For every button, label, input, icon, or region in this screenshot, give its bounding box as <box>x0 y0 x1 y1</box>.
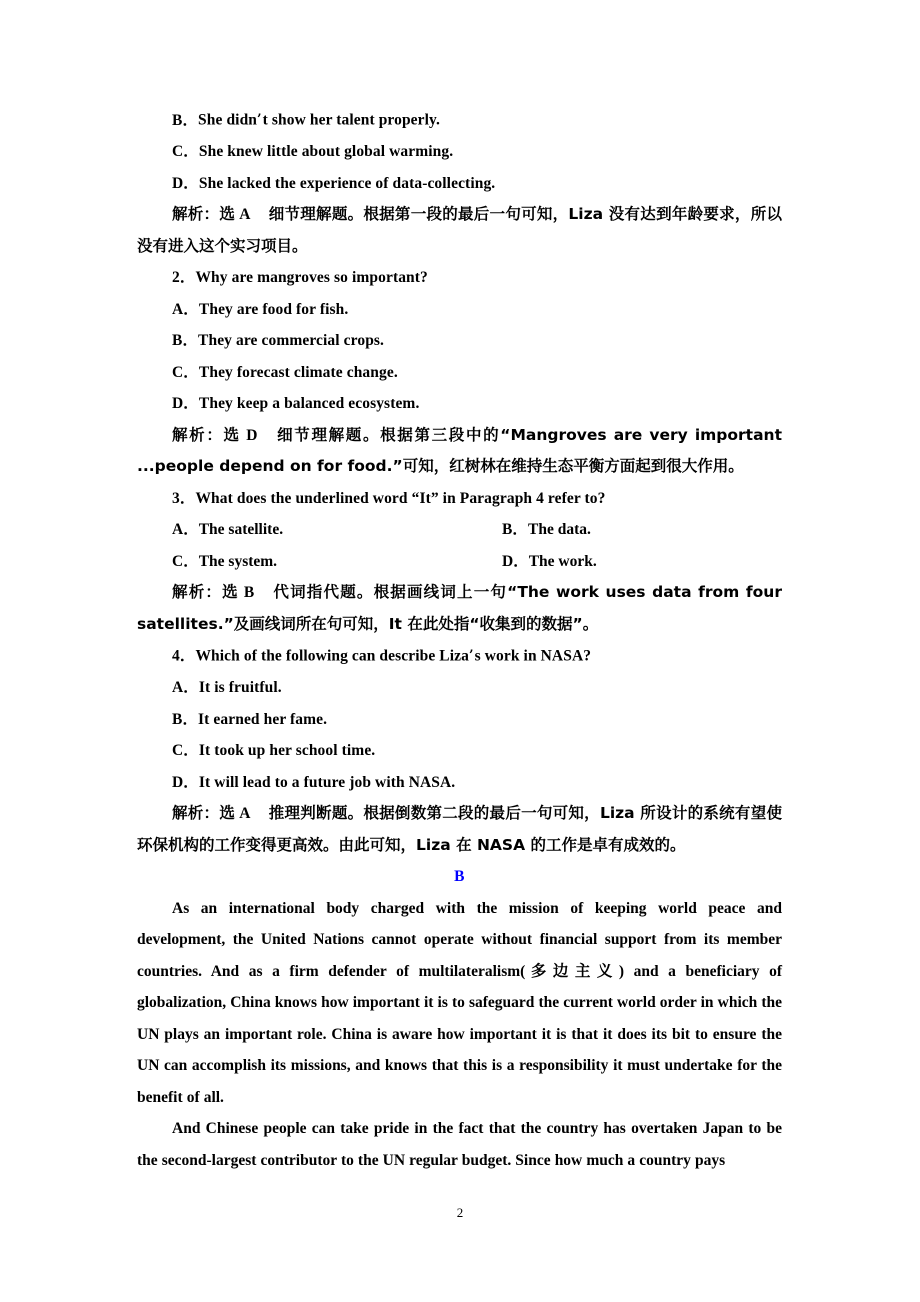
question-stem <box>137 640 782 672</box>
option-text: The system. <box>198 552 278 570</box>
option-row <box>137 357 782 389</box>
passage-gloss: 多边主义 <box>525 961 619 980</box>
explanation-choice: A <box>239 206 251 224</box>
passage-part1: As an international body charged with the mission of keeping world peace and development, the United Nations cannot operate without financial support from its member countries. And as a firm defender of multilateralism( <box>137 899 782 980</box>
explanation-choice: B <box>243 584 255 602</box>
explanation-block <box>137 420 782 483</box>
option-label: D． <box>172 174 199 192</box>
option-text-after: t show her talent properly. <box>262 111 441 129</box>
passage-part2: ) and a beneficiary of globalization, China knows how important it is to safeguard the current world order in which the UN plays an important role. China is aware how important it is that it does its bit to ensure the UN can accomplish its missions, and knows that this is a responsibility it must undertake for the benefit of all. <box>137 962 782 1106</box>
explanation-type: 推理判断题。 <box>268 804 364 823</box>
explanation-body: 根据画线词上一句“The work uses data from four satellites.”及画线词所在句可知，It 在此处指“收集到的数据”。 <box>137 583 782 633</box>
option-text: They forecast climate change. <box>198 363 398 381</box>
question-stem-text: 2．Why are mangroves so important? <box>172 269 428 287</box>
question-stem-text: 3．What does the underlined word “It” in Paragraph 4 refer to? <box>172 489 606 507</box>
option-right <box>502 514 591 546</box>
explanation-choice-label: 选 <box>223 425 241 444</box>
explanation-body: 根据第三段中的“Mangroves are very important ...people depend on for food.”可知，红树林在维持生态平衡方面起到很大作用。 <box>137 425 782 476</box>
question-stem <box>137 262 782 294</box>
option-label: C． <box>172 552 199 570</box>
passage-paragraph <box>137 1113 782 1176</box>
option-row <box>137 136 782 168</box>
option-label: A． <box>172 300 199 318</box>
option-label: C． <box>172 363 199 381</box>
option-text: The work. <box>528 552 597 570</box>
option-text: They are commercial crops. <box>198 332 385 350</box>
question-stem-after: s work in NASA? <box>474 647 592 665</box>
option-text: The satellite. <box>198 521 284 539</box>
explanation-prefix: 解析： <box>172 205 220 224</box>
option-row <box>137 388 782 420</box>
option-label: D． <box>172 395 199 413</box>
option-row <box>137 672 782 704</box>
explanation-prefix: 解析： <box>172 804 220 823</box>
option-label: B． <box>172 111 199 129</box>
option-left <box>172 514 283 546</box>
apostrophe-glyph: ’ <box>468 648 474 664</box>
option-label: D． <box>502 552 529 570</box>
page-number: 2 <box>456 1205 464 1220</box>
option-text: They keep a balanced ecosystem. <box>198 395 420 413</box>
explanation-body: 根据倒数第二段的最后一句可知，Liza 所设计的系统有望使环保机构的工作变得更高效。由此可知，Liza 在 NASA 的工作是卓有成效的。 <box>137 804 782 854</box>
explanation-block <box>137 798 782 861</box>
explanation-choice: D <box>246 426 258 444</box>
option-row <box>137 767 782 799</box>
explanation-block <box>137 199 782 262</box>
option-text: She knew little about global warming. <box>198 143 454 161</box>
text-column <box>137 104 782 1176</box>
option-label: A． <box>172 521 199 539</box>
option-row <box>137 514 782 546</box>
explanation-type: 细节理解题。 <box>268 205 364 224</box>
option-text: The data. <box>528 521 591 539</box>
explanation-block <box>137 577 782 640</box>
apostrophe-glyph: ’ <box>257 112 262 127</box>
option-label: A． <box>172 679 199 697</box>
explanation-prefix: 解析： <box>172 425 224 444</box>
option-row <box>137 704 782 736</box>
explanation-choice-label: 选 <box>219 804 236 823</box>
option-row <box>137 546 782 578</box>
option-text: They are food for fish. <box>198 300 349 318</box>
section-letter: B <box>454 868 465 886</box>
explanation-choice: A <box>239 805 251 823</box>
explanation-choice-label: 选 <box>222 583 239 602</box>
explanation-prefix: 解析： <box>172 583 223 602</box>
option-text: She lacked the experience of data-collecting. <box>198 174 496 192</box>
option-text: It is fruitful. <box>198 679 282 697</box>
option-row <box>137 294 782 326</box>
passage-part1: And Chinese people can take pride in the fact that the country has overtaken Japan to be the second-largest contributor to the UN regular budget. Since how much a country pays <box>137 1120 782 1169</box>
option-row <box>137 735 782 767</box>
option-label: B． <box>172 332 199 350</box>
option-label: B． <box>172 710 199 728</box>
option-label: B． <box>502 521 528 539</box>
option-row <box>137 325 782 357</box>
option-right <box>502 546 597 578</box>
explanation-type: 细节理解题。 <box>275 425 381 444</box>
option-text-before: She didn <box>198 111 258 129</box>
passage-paragraph <box>137 893 782 1114</box>
option-text: It earned her fame. <box>198 710 328 728</box>
question-stem-before: 4．Which of the following can describe Liza <box>172 647 469 665</box>
explanation-type: 代词指代题。 <box>272 583 374 602</box>
option-left <box>172 546 277 578</box>
option-row <box>137 168 782 200</box>
question-stem <box>137 483 782 515</box>
option-row <box>137 104 782 136</box>
option-label: D． <box>172 773 199 791</box>
section-heading-b <box>137 861 782 893</box>
explanation-choice-label: 选 <box>219 205 236 224</box>
option-text: It will lead to a future job with NASA. <box>198 773 456 791</box>
explanation-body: 根据第一段的最后一句可知，Liza 没有达到年龄要求，所以没有进入这个实习项目。 <box>137 205 782 255</box>
option-label: C． <box>172 742 199 760</box>
option-label: C． <box>172 143 199 161</box>
option-text: It took up her school time. <box>198 742 376 760</box>
